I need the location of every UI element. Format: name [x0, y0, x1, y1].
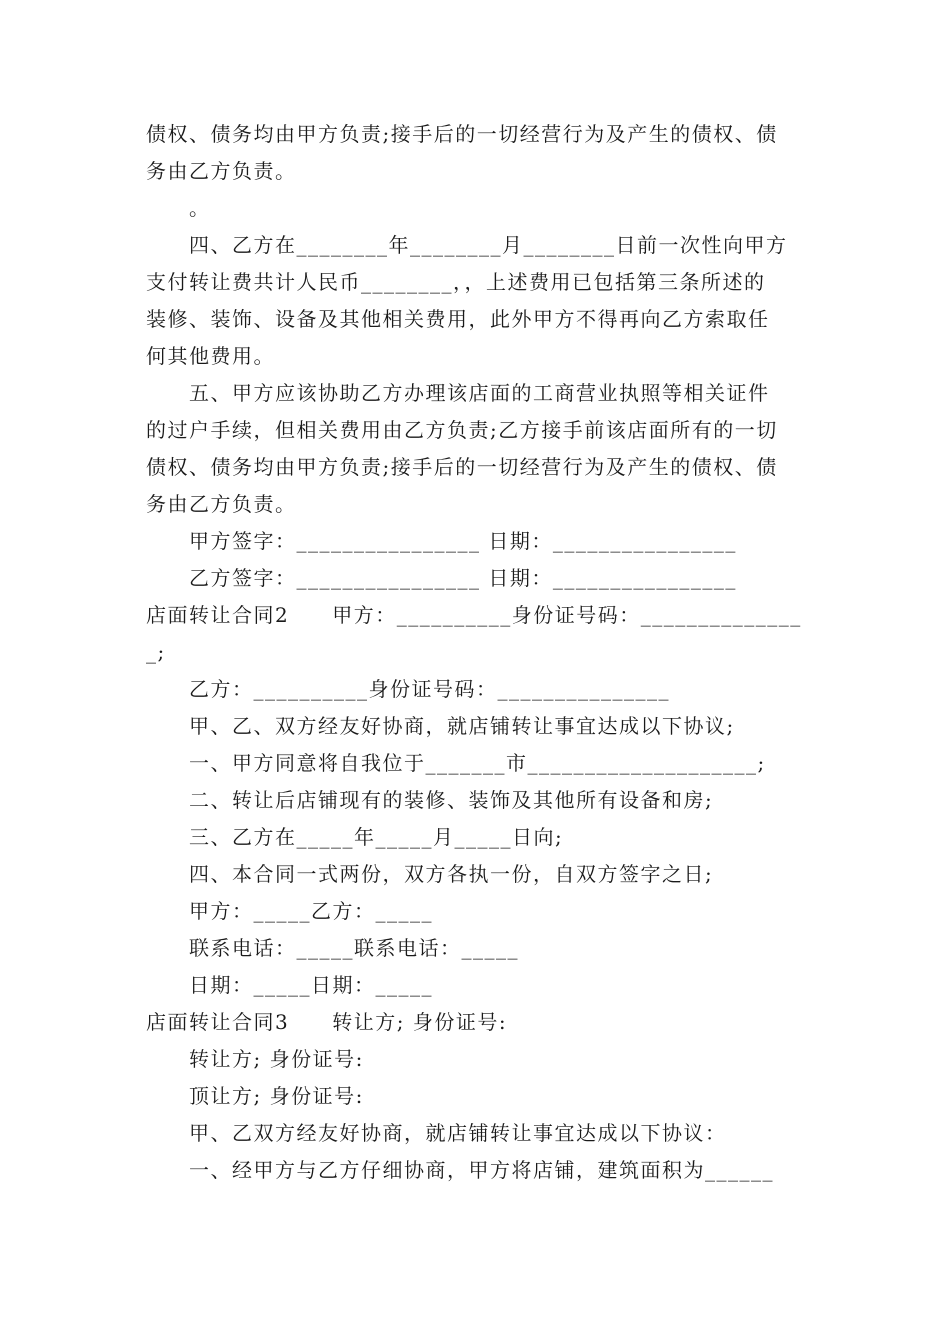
- transferor-line: 转让方; 身份证号:: [189, 1047, 364, 1071]
- text-line: 债权、债务均由甲方负责;接手后的一切经营行为及产生的债权、债: [146, 455, 778, 479]
- clause-five: 五、甲方应该协助乙方办理该店面的工商营业执照等相关证件: [189, 381, 770, 405]
- text-line: 的过户手续，但相关费用由乙方负责;乙方接手前该店面所有的一切: [146, 418, 778, 442]
- clause-three: 三、乙方在_____年_____月_____日向;: [189, 825, 564, 849]
- text-line: 甲、乙双方经友好协商，就店铺转让事宜达成以下协议：: [189, 1121, 727, 1145]
- clause-two: 二、转让后店铺现有的装修、装饰及其他所有设备和房;: [189, 788, 714, 812]
- text-line: 。: [189, 196, 211, 220]
- phone-line: 联系电话：_____联系电话：_____: [189, 936, 519, 960]
- parties-line: 甲方：_____乙方：_____: [189, 899, 433, 923]
- party-a-signature-line: 甲方签字：________________ 日期：________________: [189, 529, 737, 553]
- text-line: 支付转让费共计人民币________，，上述费用已包括第三条所述的: [146, 270, 766, 294]
- clause-four: 四、乙方在________年________月________日前一次性向甲方: [189, 233, 788, 257]
- text-line: 何其他费用。: [146, 344, 275, 368]
- clause-one: 一、甲方同意将自我位于_______市____________________;: [189, 751, 766, 775]
- clause-four: 四、本合同一式两份，双方各执一份，自双方签字之日;: [189, 862, 714, 886]
- contract-3-heading: 店面转让合同3 转让方; 身份证号:: [146, 1010, 508, 1034]
- text-line: 债权、债务均由甲方负责;接手后的一切经营行为及产生的债权、债: [146, 122, 778, 146]
- date-line: 日期：_____日期：_____: [189, 973, 433, 997]
- text-line: 务由乙方负责。: [146, 492, 297, 516]
- contract-2-heading: 店面转让合同2 甲方：__________身份证号码：______________: [146, 603, 802, 627]
- text-line: 甲、乙、双方经友好协商，就店铺转让事宜达成以下协议;: [189, 714, 735, 738]
- party-b-id-line: 乙方：__________身份证号码：_______________: [189, 677, 670, 701]
- clause-one: 一、经甲方与乙方仔细协商，甲方将店铺，建筑面积为______: [189, 1158, 774, 1182]
- party-b-signature-line: 乙方签字：________________ 日期：________________: [189, 566, 737, 590]
- text-line: _;: [146, 640, 166, 664]
- transferee-line: 顶让方; 身份证号:: [189, 1084, 364, 1108]
- text-line: 装修、装饰、设备及其他相关费用，此外甲方不得再向乙方索取任: [146, 307, 770, 331]
- document-page: [146, 116, 808, 1189]
- text-line: 务由乙方负责。: [146, 159, 297, 183]
